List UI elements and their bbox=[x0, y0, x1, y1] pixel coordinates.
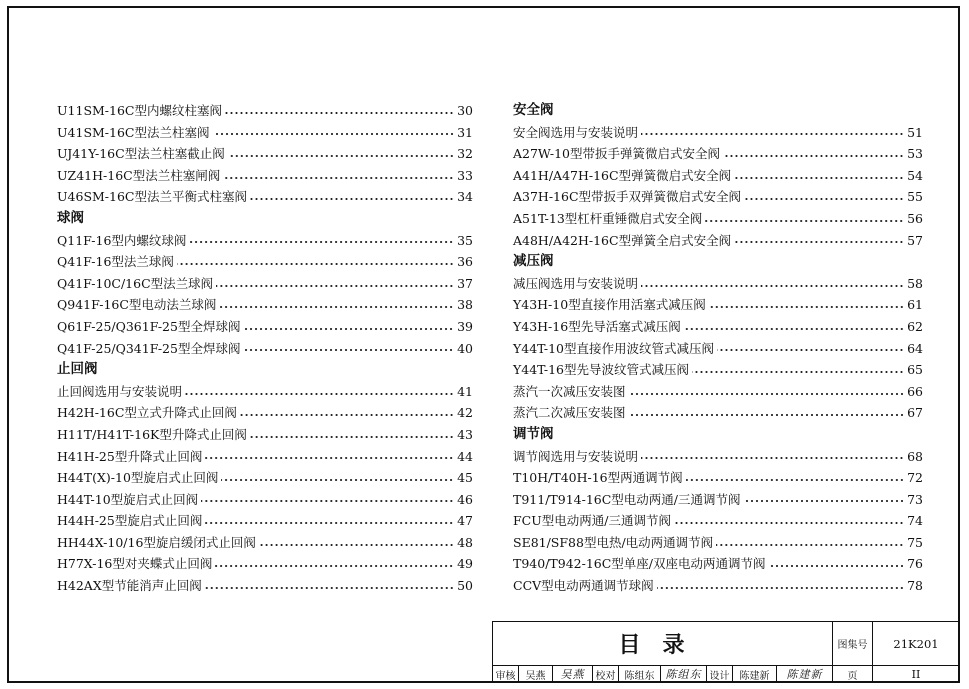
toc-entry-title: 止回阀选用与安装说明 bbox=[57, 383, 183, 399]
toc-entry[interactable] bbox=[513, 186, 923, 208]
toc-entry-title: SE81/SF88型电热/电动两通调节阀 bbox=[513, 534, 714, 550]
toc-entry-page: 40 bbox=[457, 340, 473, 356]
toc-entry-page: 72 bbox=[907, 470, 923, 486]
dot-leader bbox=[709, 305, 904, 309]
section-heading: 调节阀 bbox=[513, 425, 554, 442]
toc-entry-page: 38 bbox=[457, 297, 473, 313]
toc-entry[interactable] bbox=[57, 575, 473, 597]
toc-entry-title: 安全阀选用与安装说明 bbox=[513, 124, 639, 140]
dot-leader bbox=[215, 564, 454, 568]
dot-leader bbox=[243, 327, 454, 331]
dot-leader bbox=[769, 564, 904, 568]
toc-entry-page: 58 bbox=[907, 275, 923, 291]
toc-entry-page: 51 bbox=[907, 124, 923, 140]
dot-leader bbox=[177, 262, 454, 266]
dot-leader bbox=[185, 392, 454, 396]
toc-entry[interactable] bbox=[57, 489, 473, 511]
designer-name: 陈建新 bbox=[733, 666, 777, 682]
dot-leader bbox=[657, 586, 904, 590]
toc-entry-title: Q41F-10C/16C型法兰球阀 bbox=[57, 275, 214, 291]
checker-signature: 陈组东 bbox=[661, 666, 707, 682]
title-block bbox=[492, 621, 960, 683]
toc-entry-title: CCV型电动两通调节球阀 bbox=[513, 578, 654, 594]
page-label: 页 bbox=[833, 666, 873, 682]
toc-entry-page: 34 bbox=[457, 189, 473, 205]
dot-leader bbox=[734, 176, 904, 180]
toc-entry-title: H42AX型节能消声止回阀 bbox=[57, 578, 202, 594]
toc-entry-page: 32 bbox=[457, 146, 473, 162]
toc-entry[interactable] bbox=[513, 294, 923, 316]
toc-entry-page: 35 bbox=[457, 232, 473, 248]
dot-leader bbox=[205, 521, 454, 525]
dot-leader bbox=[674, 521, 904, 525]
dot-leader bbox=[205, 586, 454, 590]
toc-entry-title: H44H-25型旋启式止回阀 bbox=[57, 513, 203, 529]
toc-entry[interactable] bbox=[57, 251, 473, 273]
toc-entry-title: Q941F-16C型电动法兰球阀 bbox=[57, 297, 217, 313]
toc-entry[interactable] bbox=[513, 532, 923, 554]
toc-entry[interactable] bbox=[513, 338, 923, 360]
dot-leader bbox=[744, 197, 904, 201]
toc-entry-title: H11T/H41T-16K型升降式止回阀 bbox=[57, 426, 247, 442]
toc-entry-title: UZ41H-16C型法兰柱塞闸阀 bbox=[57, 167, 221, 183]
toc-entry-page: 76 bbox=[907, 556, 923, 572]
toc-entry-title: Q11F-16型内螺纹球阀 bbox=[57, 232, 187, 248]
atlas-number: 21K201 bbox=[873, 622, 959, 666]
toc-entry-title: T911/T914-16C型电动两通/三通调节阀 bbox=[513, 491, 741, 507]
toc-entry-title: H44T-10型旋启式止回阀 bbox=[57, 491, 199, 507]
dot-leader bbox=[705, 219, 904, 223]
toc-entry[interactable] bbox=[513, 316, 923, 338]
toc-entry-title: Y44T-16型先导波纹管式减压阀 bbox=[513, 362, 690, 378]
dot-leader bbox=[723, 154, 904, 158]
toc-entry-title: HH44X-10/16型旋启缓闭式止回阀 bbox=[57, 534, 256, 550]
toc-entry-page: 62 bbox=[907, 318, 923, 334]
toc-entry-page: 47 bbox=[457, 513, 473, 529]
toc-entry[interactable] bbox=[57, 381, 473, 403]
toc-entry[interactable] bbox=[513, 165, 923, 187]
toc-entry[interactable] bbox=[57, 424, 473, 446]
toc-entry-page: 44 bbox=[457, 448, 473, 464]
toc-entry-page: 74 bbox=[907, 513, 923, 529]
toc-entry[interactable] bbox=[57, 316, 473, 338]
toc-entry-title: 蒸汽一次减压安装图 bbox=[513, 383, 626, 399]
toc-entry[interactable] bbox=[57, 230, 473, 252]
toc-entry-title: T10H/T40H-16型两通调节阀 bbox=[513, 470, 683, 486]
toc-entry-page: 61 bbox=[907, 297, 923, 313]
toc-entry[interactable] bbox=[513, 122, 923, 144]
toc-entry-page: 54 bbox=[907, 167, 923, 183]
toc-entry[interactable] bbox=[57, 446, 473, 468]
dot-leader bbox=[717, 348, 904, 352]
toc-entry-page: 75 bbox=[907, 534, 923, 550]
toc-entry-page: 48 bbox=[457, 534, 473, 550]
dot-leader bbox=[641, 456, 904, 460]
toc-entry-page: 78 bbox=[907, 578, 923, 594]
dot-leader bbox=[250, 435, 454, 439]
check-label: 校对 bbox=[593, 666, 619, 682]
toc-entry[interactable] bbox=[513, 402, 923, 424]
dot-leader bbox=[221, 478, 454, 482]
toc-entry-page: 43 bbox=[457, 426, 473, 442]
dot-leader bbox=[216, 284, 454, 288]
toc-entry[interactable] bbox=[513, 230, 923, 252]
dot-leader bbox=[223, 176, 454, 180]
toc-entry-page: 53 bbox=[907, 146, 923, 162]
toc-entry-title: Y43H-10型直接作用活塞式减压阀 bbox=[513, 297, 706, 313]
toc-entry[interactable] bbox=[513, 208, 923, 230]
toc-entry[interactable] bbox=[513, 467, 923, 489]
toc-entry[interactable] bbox=[57, 553, 473, 575]
toc-entry-title: A48H/A42H-16C型弹簧全启式安全阀 bbox=[513, 232, 732, 248]
toc-entry[interactable] bbox=[513, 359, 923, 381]
toc-entry[interactable] bbox=[57, 294, 473, 316]
dot-leader bbox=[686, 478, 904, 482]
toc-entry-page: 68 bbox=[907, 448, 923, 464]
toc-entry-title: T940/T942-16C型单座/双座电动两通调节阀 bbox=[513, 556, 766, 572]
toc-entry-page: 33 bbox=[457, 167, 473, 183]
toc-entry-title: Y43H-16型先导活塞式减压阀 bbox=[513, 318, 681, 334]
toc-entry-page: 36 bbox=[457, 254, 473, 270]
toc-entry-page: 42 bbox=[457, 405, 473, 421]
toc-entry-title: U46SM-16C型法兰平衡式柱塞阀 bbox=[57, 189, 247, 205]
dot-leader bbox=[734, 240, 904, 244]
designer-signature: 陈建新 bbox=[786, 668, 823, 681]
toc-entry-title: Q41F-16型法兰球阀 bbox=[57, 254, 174, 270]
section-heading: 安全阀 bbox=[513, 102, 554, 118]
checker-name: 陈组东 bbox=[619, 666, 661, 682]
toc-entry-page: 65 bbox=[907, 362, 923, 378]
toc-entry-page: 55 bbox=[907, 189, 923, 205]
toc-entry-title: UJ41Y-16C型法兰柱塞截止阀 bbox=[57, 146, 225, 162]
toc-entry[interactable] bbox=[513, 575, 923, 597]
dot-leader bbox=[629, 413, 904, 417]
drawing-sheet bbox=[7, 6, 960, 683]
toc-entry-title: A41H/A47H-16C型弹簧微启式安全阀 bbox=[513, 167, 732, 183]
toc-entry-page: 73 bbox=[907, 491, 923, 507]
dot-leader bbox=[243, 348, 454, 352]
toc-entry-title: U11SM-16C型内螺纹柱塞阀 bbox=[57, 103, 222, 118]
toc-entry-page: 31 bbox=[457, 124, 473, 140]
toc-entry-page: 66 bbox=[907, 383, 923, 399]
toc-left-column bbox=[57, 100, 473, 597]
toc-entry[interactable] bbox=[57, 402, 473, 424]
toc-entry-title: H44T(X)-10型旋启式止回阀 bbox=[57, 470, 219, 486]
dot-leader bbox=[744, 499, 904, 503]
toc-entry-title: 调节阀选用与安装说明 bbox=[513, 448, 639, 464]
toc-entry-page: 41 bbox=[457, 383, 473, 399]
dot-leader bbox=[205, 456, 454, 460]
page-number: II bbox=[911, 667, 921, 681]
document-title: 目录 bbox=[493, 622, 833, 666]
toc-entry[interactable] bbox=[57, 186, 473, 208]
toc-entry[interactable] bbox=[513, 510, 923, 532]
dot-leader bbox=[250, 197, 454, 201]
dot-leader bbox=[641, 284, 904, 288]
dot-leader bbox=[259, 543, 454, 547]
toc-entry[interactable] bbox=[513, 489, 923, 511]
dot-leader bbox=[213, 132, 455, 136]
toc-entry[interactable] bbox=[513, 446, 923, 468]
signature-row bbox=[493, 666, 833, 682]
toc-entry-page: 39 bbox=[457, 318, 473, 334]
toc-entry-page: 49 bbox=[457, 556, 473, 572]
toc-entry-title: 减压阀选用与安装说明 bbox=[513, 275, 639, 291]
toc-entry-page: 50 bbox=[457, 578, 473, 594]
section-heading: 球阀 bbox=[57, 209, 84, 226]
toc-entry-page: 64 bbox=[907, 340, 923, 356]
toc-entry-page: 56 bbox=[907, 210, 923, 226]
toc-entry[interactable] bbox=[57, 273, 473, 295]
dot-leader bbox=[684, 327, 904, 331]
design-label: 设计 bbox=[707, 666, 733, 682]
toc-entry-title: U41SM-16C型法兰柱塞阀 bbox=[57, 124, 210, 140]
toc-entry-title: H42H-16C型立式升降式止回阀 bbox=[57, 405, 237, 421]
toc-entry-title: Q41F-25/Q341F-25型全焊球阀 bbox=[57, 340, 241, 356]
toc-entry-title: Q61F-25/Q361F-25型全焊球阀 bbox=[57, 318, 241, 334]
dot-leader bbox=[716, 543, 904, 547]
dot-leader bbox=[629, 392, 904, 396]
toc-entry[interactable] bbox=[57, 467, 473, 489]
toc-entry-title: A27W-10型带扳手弹簧微启式安全阀 bbox=[513, 146, 721, 162]
toc-entry[interactable] bbox=[57, 143, 473, 165]
toc-entry-page: 30 bbox=[457, 103, 473, 118]
toc-entry[interactable] bbox=[57, 100, 473, 122]
toc-entry[interactable] bbox=[57, 165, 473, 187]
dot-leader bbox=[225, 111, 454, 115]
toc-entry[interactable] bbox=[513, 381, 923, 403]
toc-entry[interactable] bbox=[57, 510, 473, 532]
toc-entry-title: 蒸汽二次减压安装图 bbox=[513, 405, 626, 421]
toc-right-column bbox=[513, 100, 923, 597]
toc-entry-page: 37 bbox=[457, 275, 473, 291]
toc-entry-title: A37H-16C型带扳手双弹簧微启式安全阀 bbox=[513, 189, 742, 205]
toc-entry[interactable] bbox=[513, 553, 923, 575]
toc-entry[interactable] bbox=[57, 122, 473, 144]
toc-entry-page: 45 bbox=[457, 470, 473, 486]
toc-entry-title: Y44T-10型直接作用波纹管式减压阀 bbox=[513, 340, 715, 356]
toc-entry-page: 67 bbox=[907, 405, 923, 421]
toc-entry-page: 46 bbox=[457, 491, 473, 507]
toc-entry-title: FCU型电动两通/三通调节阀 bbox=[513, 513, 671, 529]
toc-entry-title: H77X-16型对夹蝶式止回阀 bbox=[57, 556, 213, 572]
toc-entry[interactable] bbox=[57, 338, 473, 360]
dot-leader bbox=[219, 305, 454, 309]
dot-leader bbox=[240, 413, 454, 417]
toc-entry[interactable] bbox=[513, 143, 923, 165]
toc-entry-page: 57 bbox=[907, 232, 923, 248]
dot-leader bbox=[189, 240, 454, 244]
dot-leader bbox=[228, 154, 454, 158]
section-heading: 止回阀 bbox=[57, 361, 98, 378]
reviewer-signature: 吴燕 bbox=[553, 666, 593, 682]
dot-leader bbox=[641, 132, 904, 136]
toc-entry-title: A51T-13型杠杆重锤微启式安全阀 bbox=[513, 210, 703, 226]
atlas-number-label: 图集号 bbox=[833, 622, 873, 666]
section-heading: 减压阀 bbox=[513, 253, 554, 270]
toc-entry-title: H41H-25型升降式止回阀 bbox=[57, 448, 203, 464]
dot-leader bbox=[692, 370, 904, 374]
review-label: 审核 bbox=[493, 666, 519, 682]
dot-leader bbox=[201, 499, 454, 503]
reviewer-name: 吴燕 bbox=[519, 666, 553, 682]
toc-entry[interactable] bbox=[57, 532, 473, 554]
toc-entry[interactable] bbox=[513, 273, 923, 295]
